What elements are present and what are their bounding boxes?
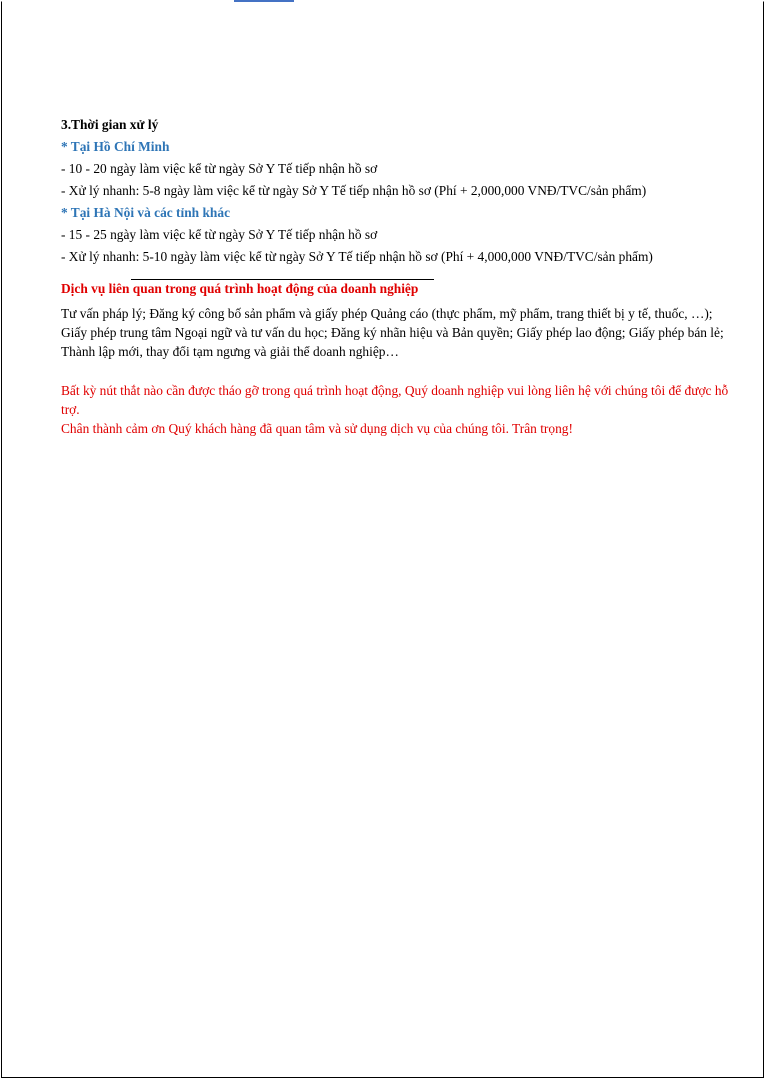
- list-item: - 15 - 25 ngày làm việc kể từ ngày Sở Y Tế tiếp nhận hồ sơ: [61, 227, 378, 242]
- region-label-hcm: * Tại Hồ Chí Minh: [61, 139, 170, 154]
- services-heading: Dịch vụ liên quan trong quá trình hoạt động của doanh nghiệp: [61, 281, 419, 296]
- services-body: Tư vấn pháp lý; Đăng ký công bố sản phẩm và giấy phép Quảng cáo (thực phẩm, mỹ phẩm, trang thiết bị y tế, thuốc, …); Giấy phép trung tâm Ngoại ngữ và tư vấn du học; Đăng ký nhãn hiệu và Bản quyền; Giấy phép lao động; Giấy phép bán lẻ; Thành lập mới, thay đổi tạm ngưng và giải thể doanh nghiệp…: [61, 306, 724, 359]
- thanks-note: Chân thành cảm ơn Quý khách hàng đã quan tâm và sử dụng dịch vụ của chúng tôi. Trân trọng!: [61, 421, 573, 436]
- list-item: - Xử lý nhanh: 5-8 ngày làm việc kể từ ngày Sở Y Tế tiếp nhận hồ sơ (Phí + 2,000,000 VNĐ/TVC/sản phẩm): [61, 183, 647, 198]
- section-title: 3.Thời gian xử lý: [61, 117, 159, 132]
- document-content: [61, 114, 731, 438]
- top-accent-bar: [234, 0, 294, 2]
- list-item: - Xử lý nhanh: 5-10 ngày làm việc kể từ ngày Sở Y Tế tiếp nhận hồ sơ (Phí + 4,000,000 VNĐ/TVC/sản phẩm): [61, 249, 653, 264]
- region-label-hanoi: * Tại Hà Nội và các tỉnh khác: [61, 205, 231, 220]
- list-item: - 10 - 20 ngày làm việc kể từ ngày Sở Y Tế tiếp nhận hồ sơ: [61, 161, 378, 176]
- contact-note: Bất kỳ nút thắt nào cần được tháo gỡ trong quá trình hoạt động, Quý doanh nghiệp vui lòng liên hệ với chúng tôi để được hỗ trợ.: [61, 383, 729, 417]
